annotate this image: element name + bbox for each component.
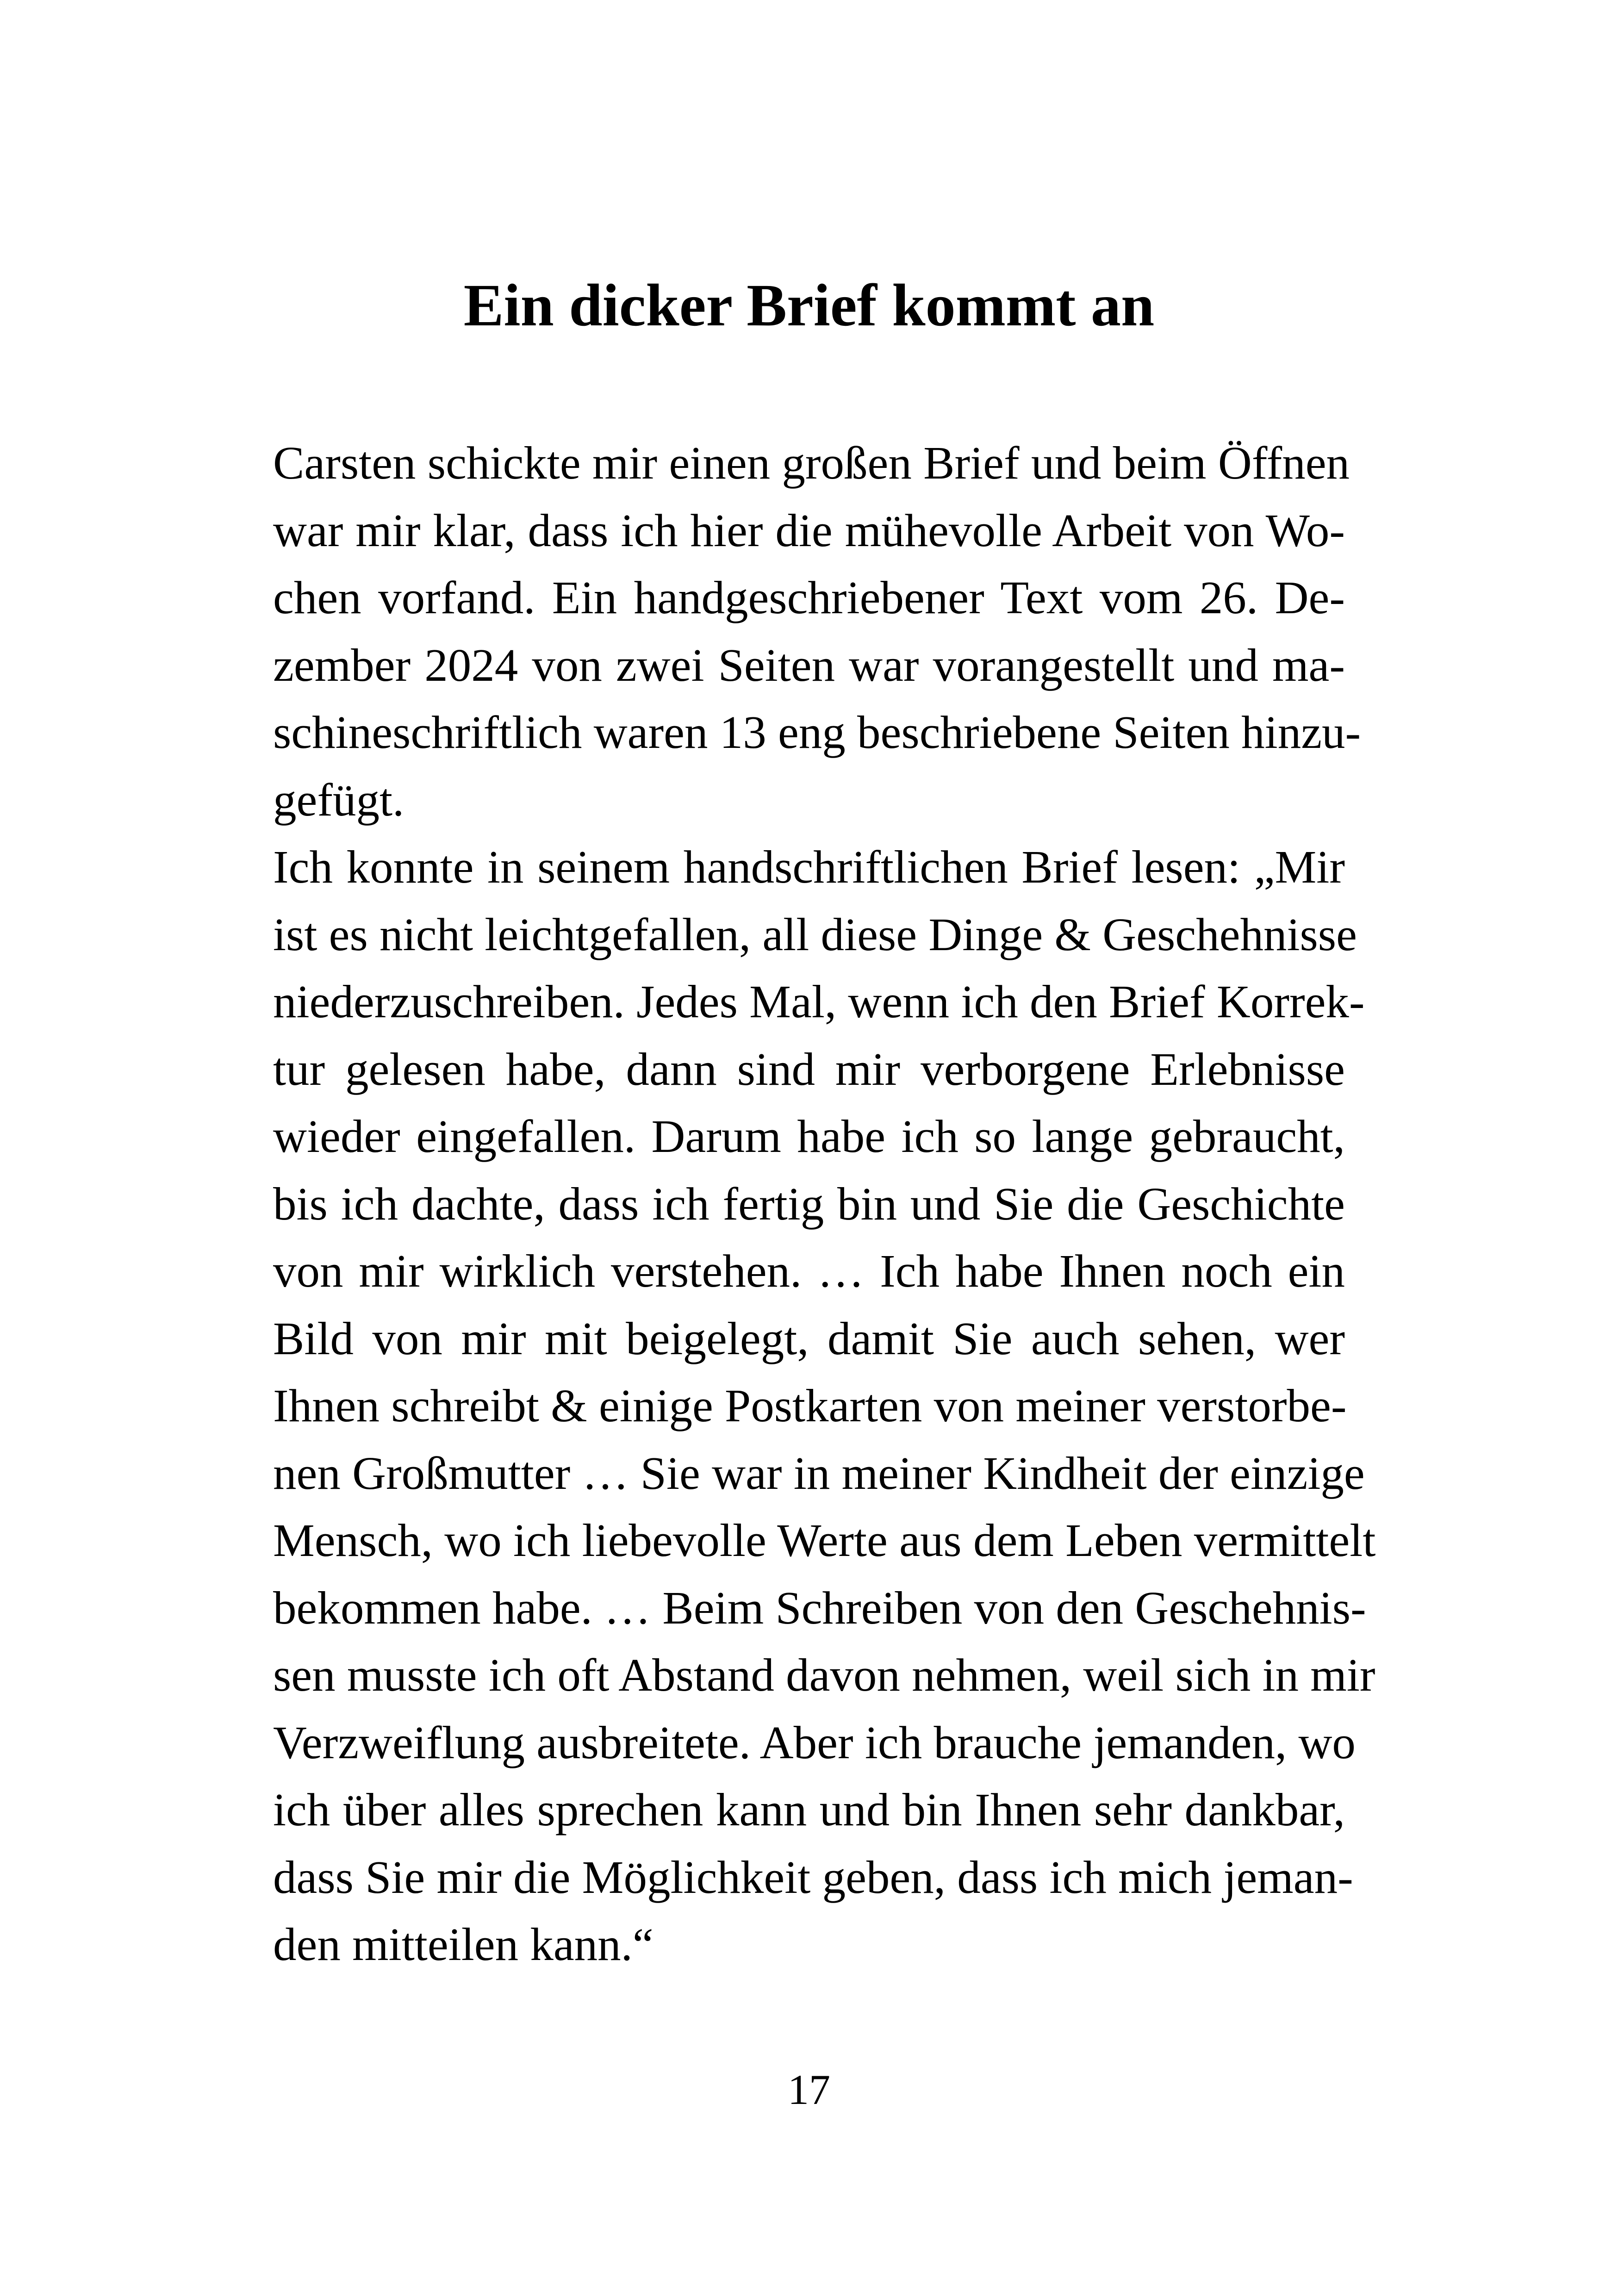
- text-line: chen vorfand. Ein handgeschriebener Text vom 26. De-: [273, 572, 1345, 623]
- page-number: 17: [788, 2066, 830, 2113]
- text-line: bekommen habe. … Beim Schreiben von den Geschehnis-: [273, 1581, 1366, 1634]
- paragraph-2: [273, 834, 1376, 1979]
- text-line: ist es nicht leichtgefallen, all diese Dinge & Geschehnisse: [273, 908, 1357, 960]
- text-line: niederzuschreiben. Jedes Mal, wenn ich den Brief Korrek-: [273, 976, 1365, 1027]
- text-line: Verzweiflung ausbreitete. Aber ich brauche jemanden, wo: [273, 1716, 1356, 1768]
- text-line: dass Sie mir die Möglichkeit geben, dass ich mich jeman-: [273, 1851, 1353, 1903]
- text-line: war mir klar, dass ich hier die mühevolle Arbeit von Wo-: [273, 504, 1345, 556]
- paragraph-1: [273, 429, 1361, 834]
- text-line: Bild von mir mit beigelegt, damit Sie auch sehen, wer: [273, 1312, 1345, 1364]
- text-line: Carsten schickte mir einen großen Brief und beim Öffnen: [273, 437, 1350, 489]
- text-line: tur gelesen habe, dann sind mir verborgene Erlebnisse: [273, 1043, 1345, 1095]
- text-line: sen musste ich oft Abstand davon nehmen, weil sich in mir: [273, 1649, 1375, 1701]
- text-line: Ihnen schreibt & einige Postkarten von meiner verstorbe-: [273, 1380, 1347, 1431]
- text-line: den mitteilen kann.“: [273, 1918, 653, 1970]
- body-text: [273, 429, 1376, 1979]
- text-line: von mir wirklich verstehen. … Ich habe Ihnen noch ein: [273, 1245, 1345, 1297]
- chapter-title: Ein dicker Brief kommt an: [463, 272, 1155, 339]
- text-line: ich über alles sprechen kann und bin Ihnen sehr dankbar,: [273, 1784, 1345, 1836]
- text-line: Ich konnte in seinem handschriftlichen Brief lesen: „Mir: [273, 841, 1345, 893]
- text-line: schineschriftlich waren 13 eng beschriebene Seiten hinzu-: [273, 706, 1361, 758]
- text-line: Mensch, wo ich liebevolle Werte aus dem Leben vermittelt: [273, 1514, 1376, 1566]
- text-line: gefügt.: [273, 773, 404, 826]
- text-line: zember 2024 von zwei Seiten war vorangestellt und ma-: [273, 639, 1345, 691]
- text-line: bis ich dachte, dass ich fertig bin und Sie die Geschichte: [273, 1177, 1345, 1230]
- text-line: nen Großmutter … Sie war in meiner Kindheit der einzige: [273, 1447, 1365, 1499]
- text-line: wieder eingefallen. Darum habe ich so lange gebraucht,: [273, 1110, 1345, 1162]
